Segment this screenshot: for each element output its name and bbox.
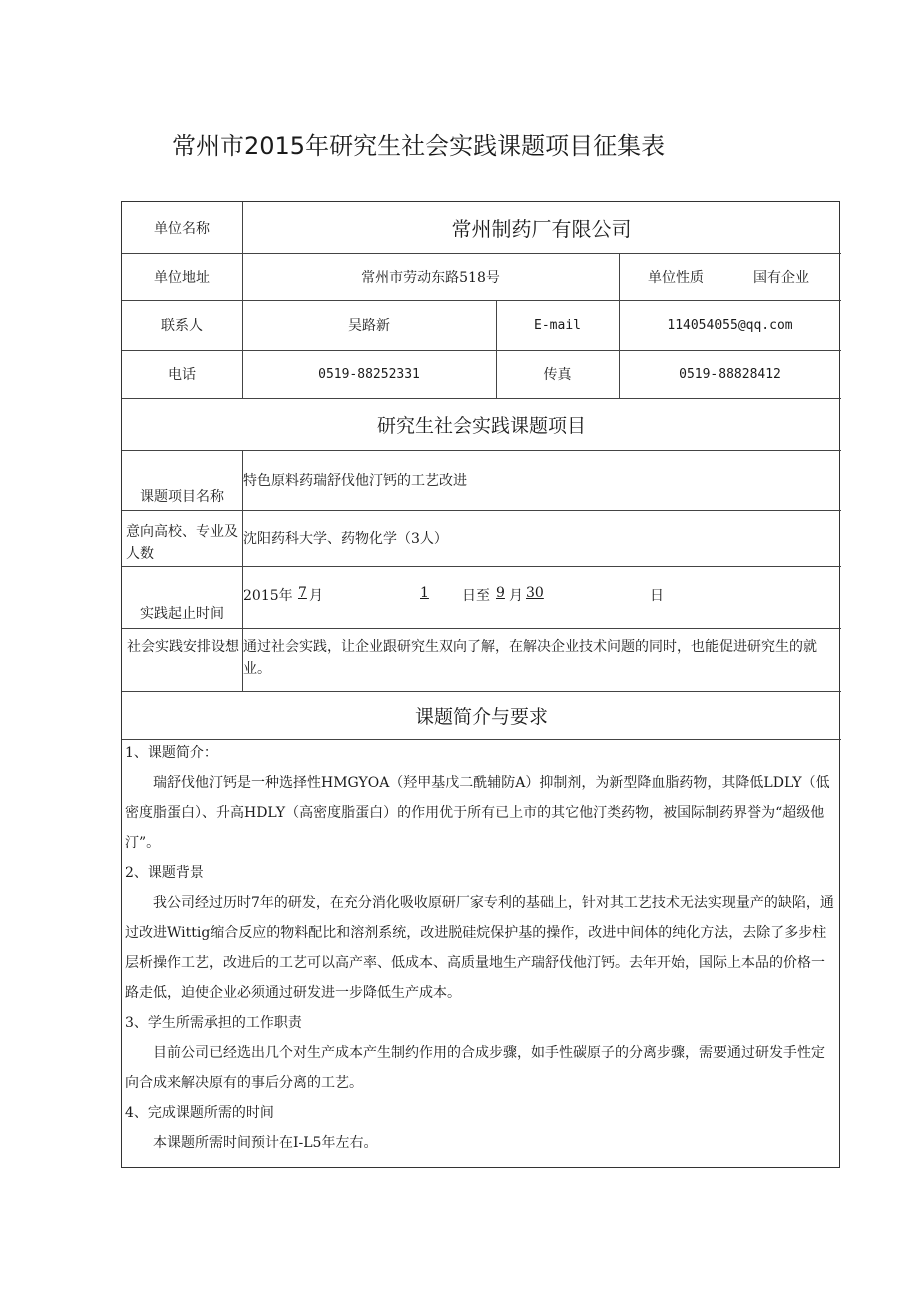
school-value: 沈阳药科大学、药物化学（3人） — [243, 531, 448, 547]
arrangement-value: 通过社会实践，让企业跟研究生双向了解，在解决企业技术问题的同时，也能促进研究生的就业。 — [243, 639, 817, 677]
phone-label: 电话 — [168, 367, 196, 383]
email-label: E-mail — [534, 317, 581, 333]
email-value: 114054055@qq.com — [667, 317, 793, 333]
page-title: 常州市2015年研究生社会实践课题项目征集表 — [172, 132, 666, 160]
section-title-intro: 课题简介与要求 — [414, 705, 548, 728]
project-name-label: 课题项目名称 — [140, 489, 224, 505]
duty-text: 目前公司已经选出几个对生产成本产生制约作用的合成步骤，如手性碳原子的分离步骤，需要通过研发手性定向合成来解决原有的事后分离的工艺。 — [125, 1045, 825, 1091]
address-label: 单位地址 — [154, 269, 210, 286]
period-end-day: 30 — [526, 585, 544, 601]
nature-label: 单位性质 — [648, 269, 704, 286]
background-text: 我公司经过历时7年的研发，在充分消化吸收原研厂家专利的基础上，针对其工艺技术无法实现量产的缺陷，通过改进Wittig缩合反应的物料配比和溶剂系统，改进脱硅烷保护基的操作，改进中间体的纯化方法，去除了多步柱层析操作工艺，改进后的工艺可以高产率、低成本、高质量地生产瑞舒伐他汀钙。去年开始，国际上本品的价格一路走低，迫使企业必须通过研发进一步降低生产成本。 — [125, 895, 834, 1001]
period-end-month: 9 — [496, 585, 505, 601]
intro-body — [125, 738, 837, 1158]
project-name-value: 特色原料药瑞舒伐他汀钙的工艺改进 — [243, 473, 467, 489]
intro-heading: 1、课题简介： — [125, 745, 218, 761]
period-month-unit-2: 月 — [509, 588, 523, 604]
period-start-day: 1 — [420, 585, 429, 601]
fax-value: 0519-88828412 — [679, 366, 781, 382]
address-value: 常州市劳动东路518号 — [361, 269, 500, 286]
phone-value: 0519-88252331 — [318, 366, 420, 382]
period-day-to: 日至 — [462, 588, 490, 604]
section-title-projects: 研究生社会实践课题项目 — [376, 414, 586, 437]
form-table — [121, 201, 840, 1168]
intro-text: 瑞舒伐他汀钙是一种选择性HMGYOA（羟甲基戊二酰辅防A）抑制剂，为新型降血脂药物，其降低LDLY（低密度脂蛋白）、升高HDLY（高密度脂蛋白）的作用优于所有已上市的其它他汀类药物，被国际制药界誉为“超级他汀”。 — [125, 775, 830, 851]
contact-label: 联系人 — [161, 318, 203, 334]
nature-cell — [619, 253, 841, 300]
school-label: 意向高校、专业及人数 — [126, 524, 238, 562]
unit-name-label: 单位名称 — [154, 220, 210, 237]
period-label: 实践起止时间 — [140, 606, 224, 622]
period-day-end: 日 — [650, 588, 664, 604]
contact-value: 吴路新 — [348, 318, 390, 334]
period-month-unit: 月 — [309, 588, 323, 604]
background-heading: 2、课题背景 — [125, 865, 204, 881]
period-value — [243, 566, 841, 628]
time-text: 本课题所需时间预计在I-L5年左右。 — [153, 1135, 378, 1151]
arrangement-label: 社会实践安排设想 — [127, 639, 239, 655]
duty-heading: 3、学生所需承担的工作职责 — [125, 1015, 302, 1031]
period-start-month: 7 — [298, 585, 307, 601]
fax-label: 传真 — [543, 367, 572, 383]
unit-name-value: 常州制药厂有限公司 — [451, 217, 632, 241]
nature-value: 国有企业 — [753, 269, 809, 286]
time-heading: 4、完成课题所需的时间 — [125, 1105, 274, 1121]
period-year: 2015年 — [243, 588, 293, 604]
